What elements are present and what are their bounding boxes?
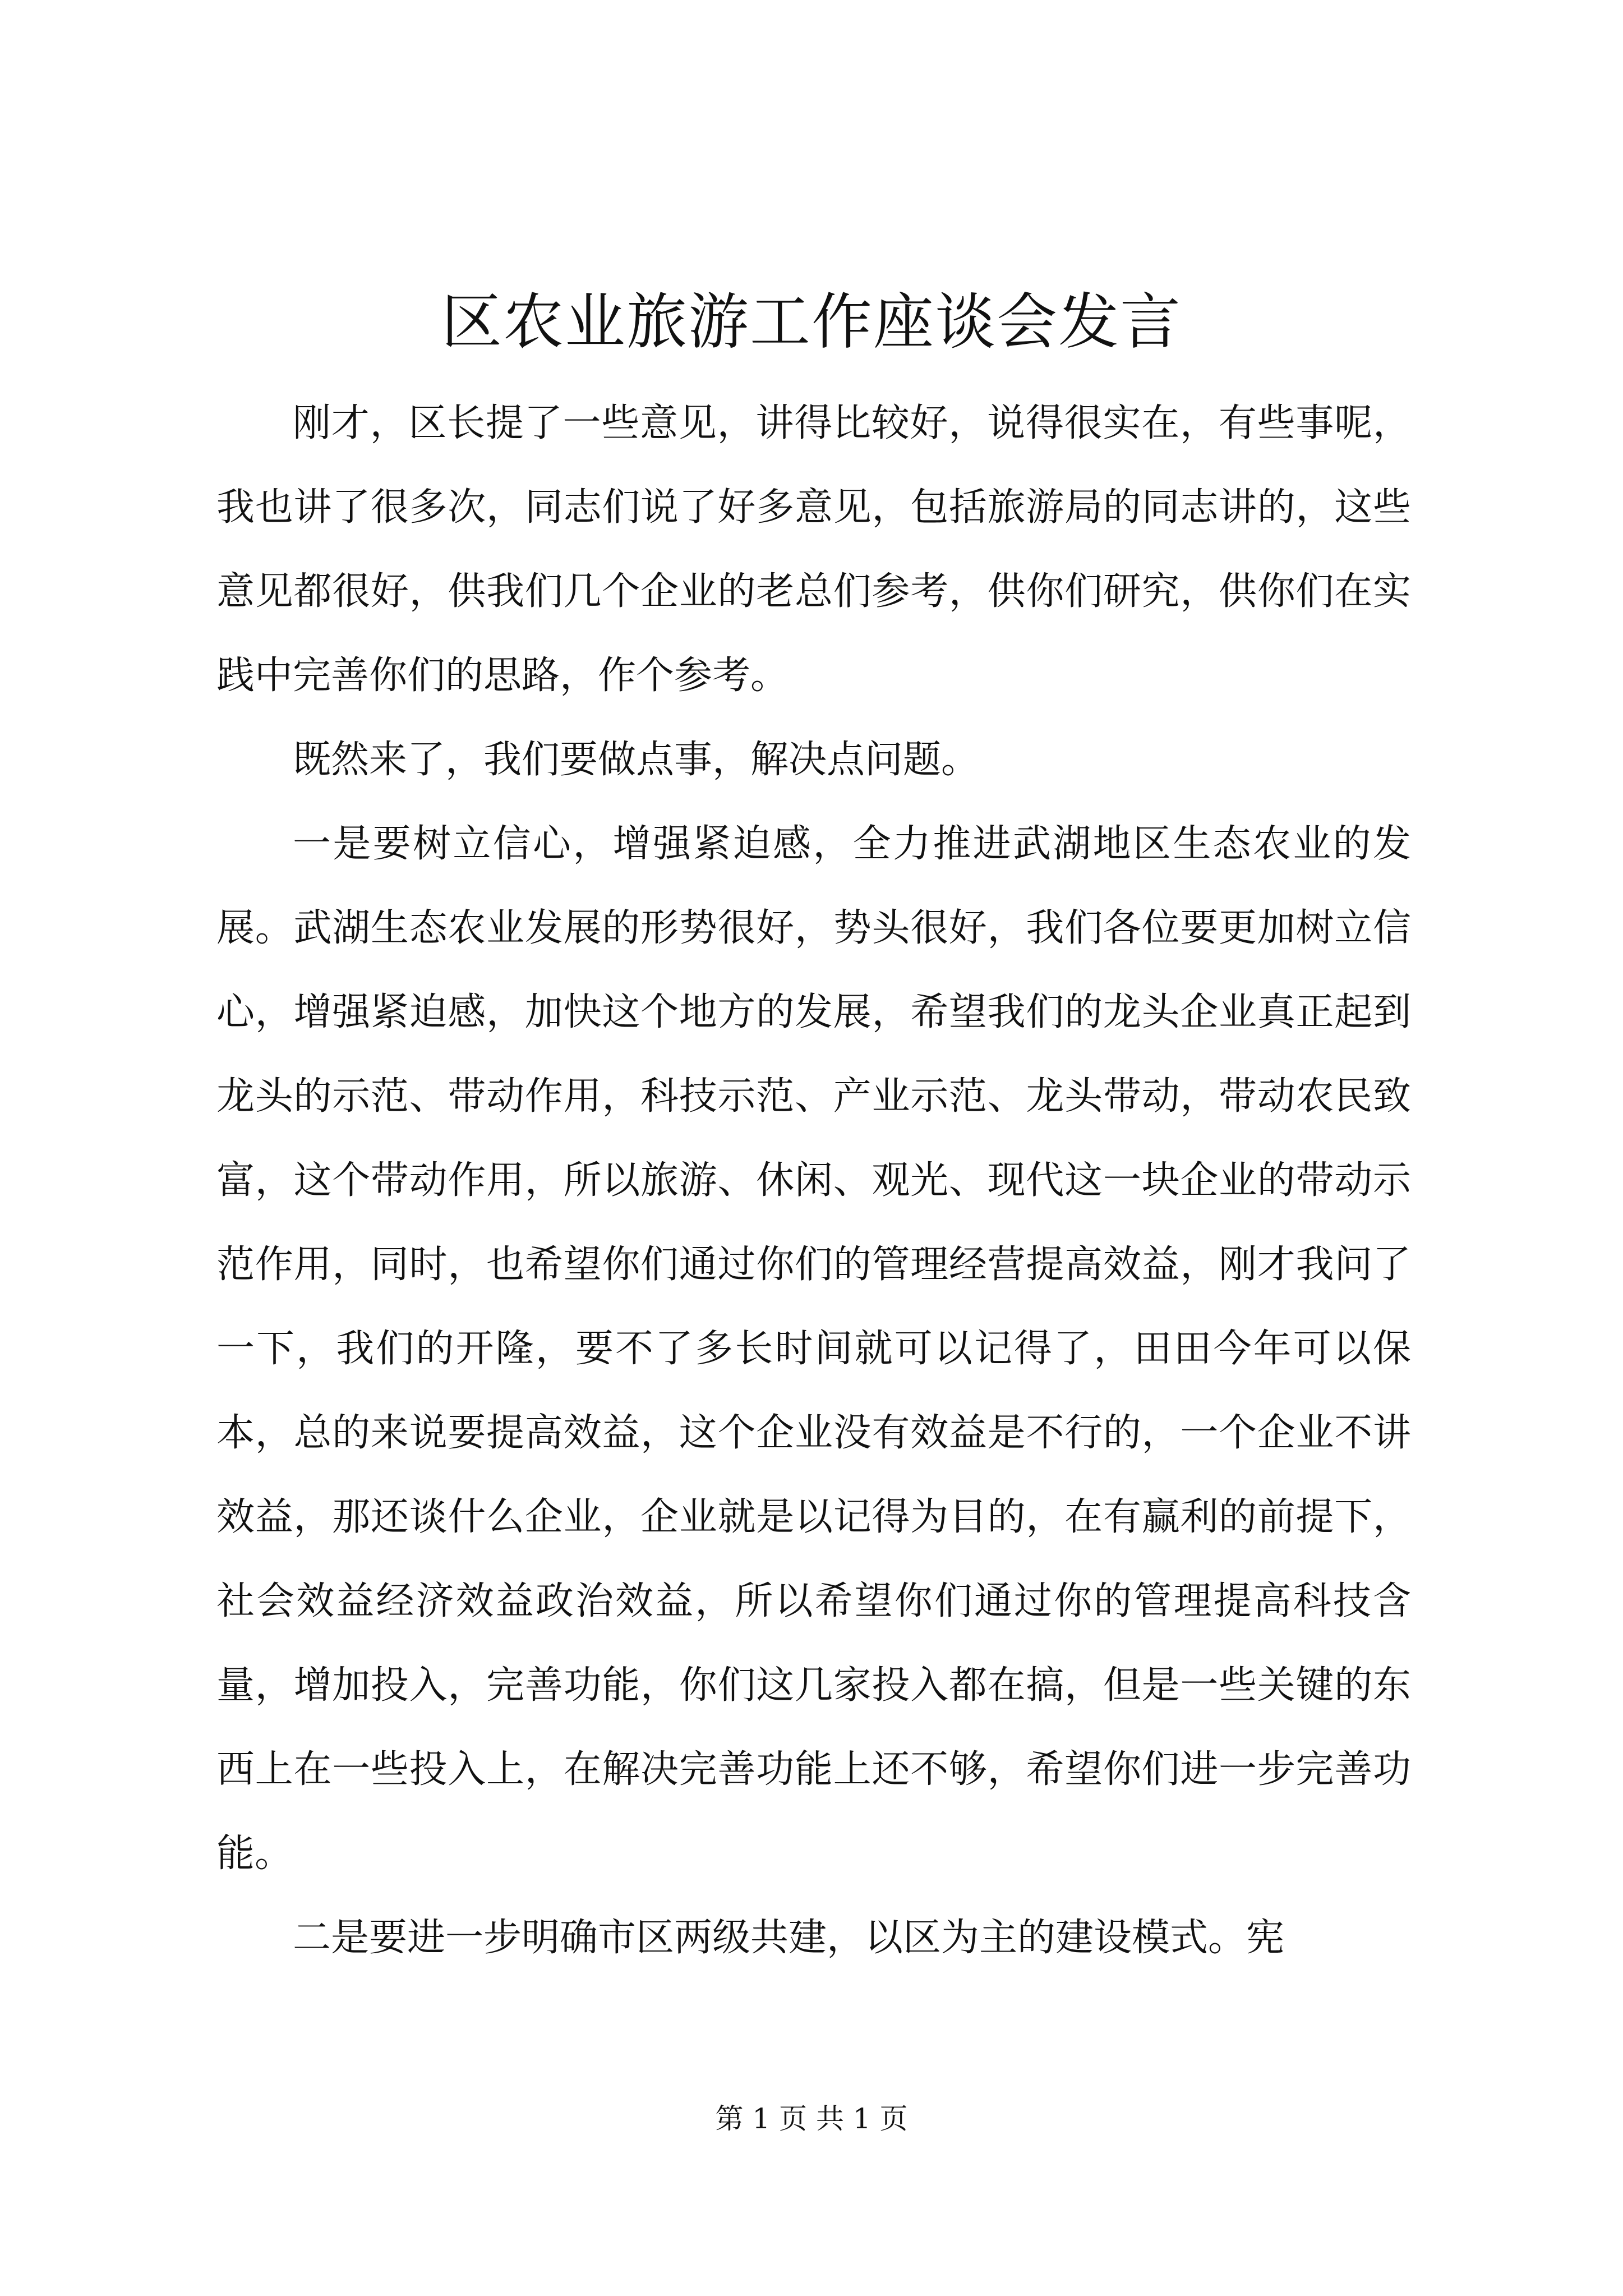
paragraph-3: 一是要树立信心，增强紧迫感，全力推进武湖地区生态农业的发展。武湖生态农业发展的形势很好，势头很好，我们各位要更加树立信心，增强紧迫感，加快这个地方的发展，希望我们的龙头企业真正起到龙头的示范、带动作用，科技示范、产业示范、龙头带动，带动农民致富，这个带动作用，所以旅游、休闲、观光、现代这一块企业的带动示范作用，同时，也希望你们通过你们的管理经营提高效益，刚才我问了一下，我们的开隆，要不了多长时间就可以记得了，田田今年可以保本，总的来说要提高效益，这个企业没有效益是不行的，一个企业不讲效益，那还谈什么企业，企业就是以记得为目的，在有赢利的前提下，社会效益经济效益政治效益，所以希望你们通过你的管理提高科技含量，增加投入，完善功能，你们这几家投入都在搞，但是一些关键的东西上在一些投入上，在解决完善功能上还不够，希望你们进一步完善功能。 — [216, 822, 1411, 1876]
paragraph-2: 既然来了，我们要做点事，解决点问题。 — [293, 738, 980, 782]
paragraph-4: 二是要进一步明确市区两级共建，以区为主的建设模式。宪 — [293, 1916, 1285, 1960]
document-title: 区农业旅游工作座谈会发言 — [441, 287, 1182, 357]
document-body — [216, 381, 1411, 1980]
page-footer: 第 1 页 共 1 页 — [715, 2102, 908, 2135]
paragraph-1: 刚才，区长提了一些意见，讲得比较好，说得很实在，有些事呢，我也讲了很多次，同志们说了好多意见，包括旅游局的同志讲的，这些意见都很好，供我们几个企业的老总们参考，供你们研究，供你们在实践中完善你们的思路，作个参考。 — [216, 401, 1411, 698]
